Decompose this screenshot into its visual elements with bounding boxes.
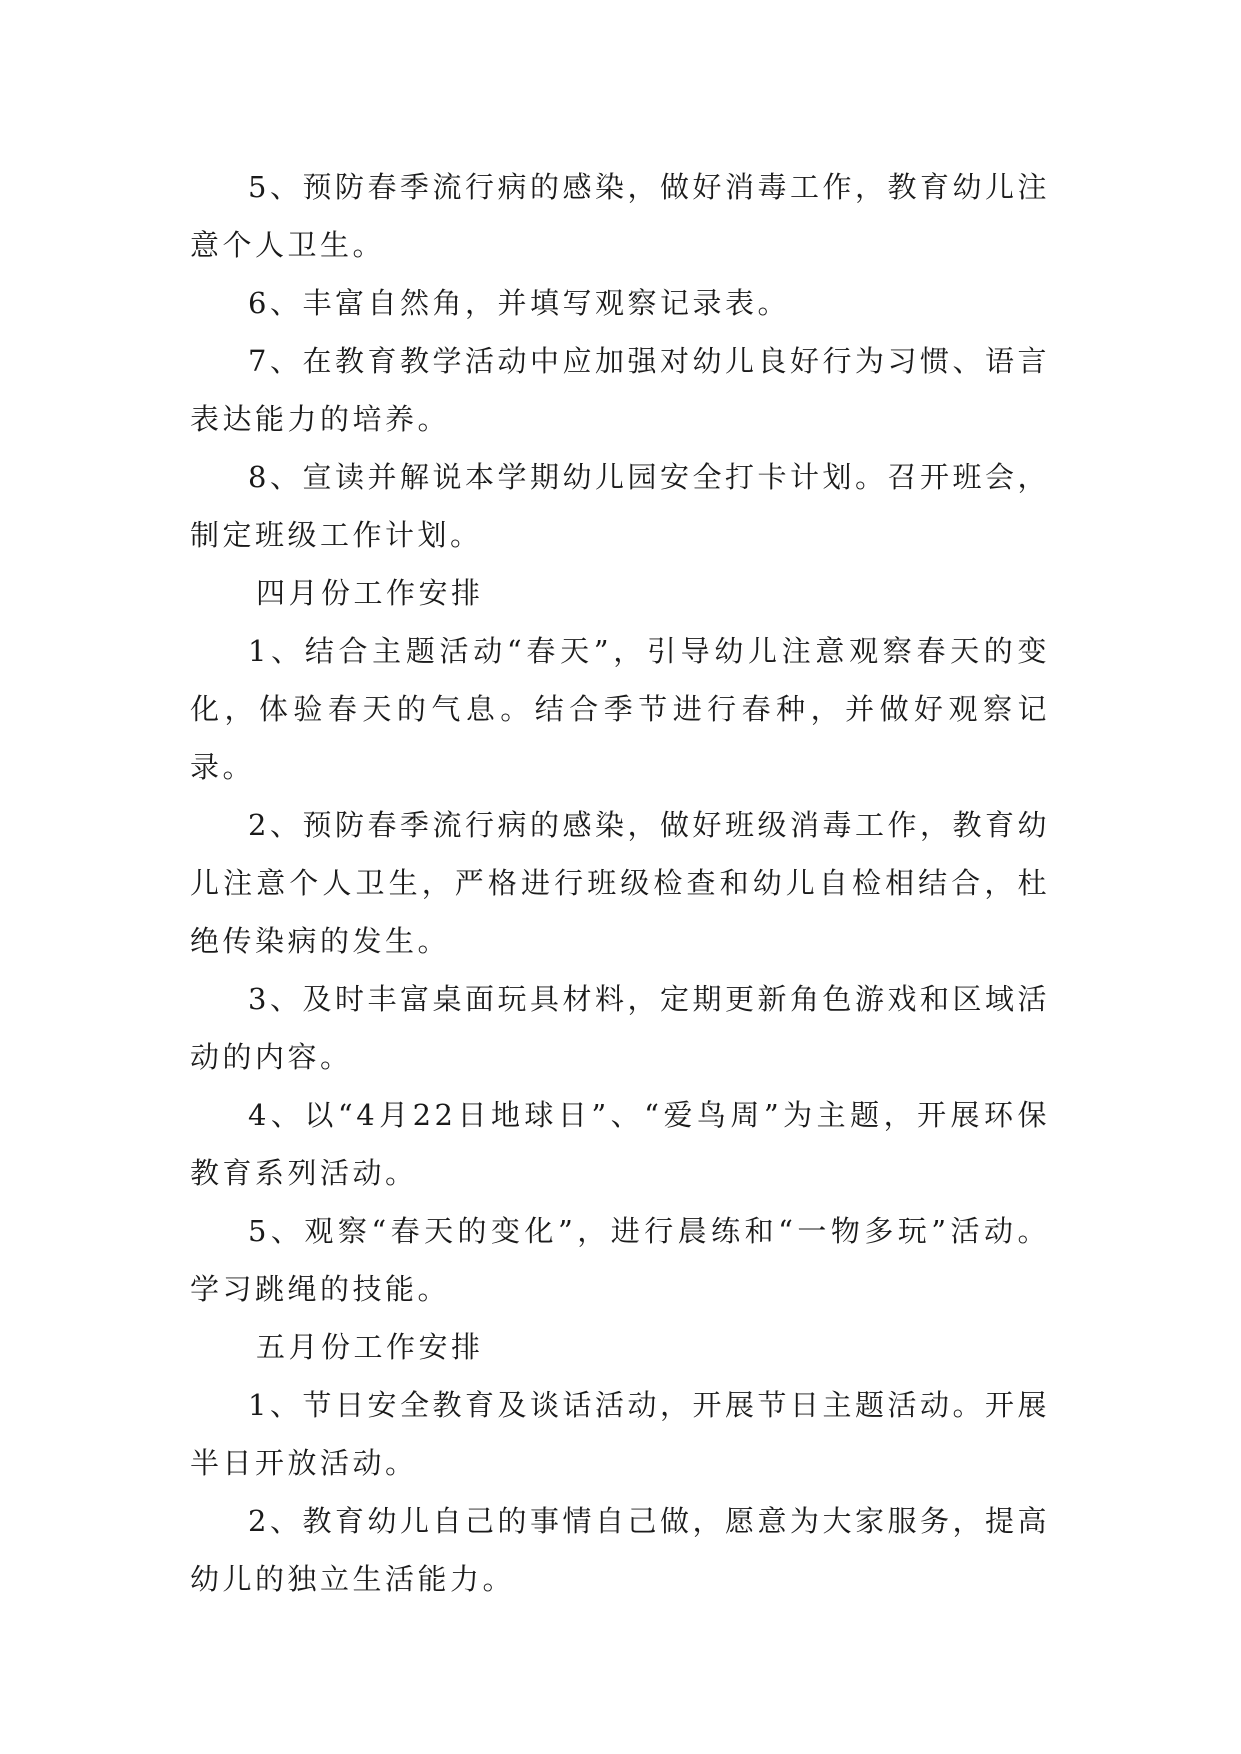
paragraph-march-item-7: 7、在教育教学活动中应加强对幼儿良好行为习惯、语言表达能力的培养。 (190, 344, 1050, 436)
paragraph-april-item-3: 3、及时丰富桌面玩具材料，定期更新角色游戏和区域活动的内容。 (190, 982, 1050, 1074)
section-heading-may: 五月份工作安排 (256, 1330, 484, 1364)
paragraph-april-item-2: 2、预防春季流行病的感染，做好班级消毒工作，教育幼儿注意个人卫生，严格进行班级检查和幼儿自检相结合，杜绝传染病的发生。 (190, 808, 1050, 958)
section-heading-april: 四月份工作安排 (256, 576, 484, 610)
document-body (190, 158, 1050, 1608)
paragraph-may-item-2: 2、教育幼儿自己的事情自己做，愿意为大家服务，提高幼儿的独立生活能力。 (190, 1504, 1050, 1596)
paragraph-april-item-1: 1、结合主题活动“春天”，引导幼儿注意观察春天的变化，体验春天的气息。结合季节进行春种，并做好观察记录。 (190, 634, 1050, 784)
paragraph-may-item-1: 1、节日安全教育及谈话活动，开展节日主题活动。开展半日开放活动。 (190, 1388, 1050, 1480)
paragraph-march-item-8: 8、宣读并解说本学期幼儿园安全打卡计划。召开班会，制定班级工作计划。 (190, 460, 1050, 552)
paragraph-april-item-5: 5、观察“春天的变化”，进行晨练和“一物多玩”活动。学习跳绳的技能。 (190, 1214, 1050, 1306)
paragraph-april-item-4: 4、以“4月22日地球日”、“爱鸟周”为主题，开展环保教育系列活动。 (190, 1098, 1050, 1190)
paragraph-march-item-6: 6、丰富自然角，并填写观察记录表。 (248, 286, 790, 320)
paragraph-march-item-5: 5、预防春季流行病的感染，做好消毒工作，教育幼儿注意个人卫生。 (190, 170, 1050, 262)
